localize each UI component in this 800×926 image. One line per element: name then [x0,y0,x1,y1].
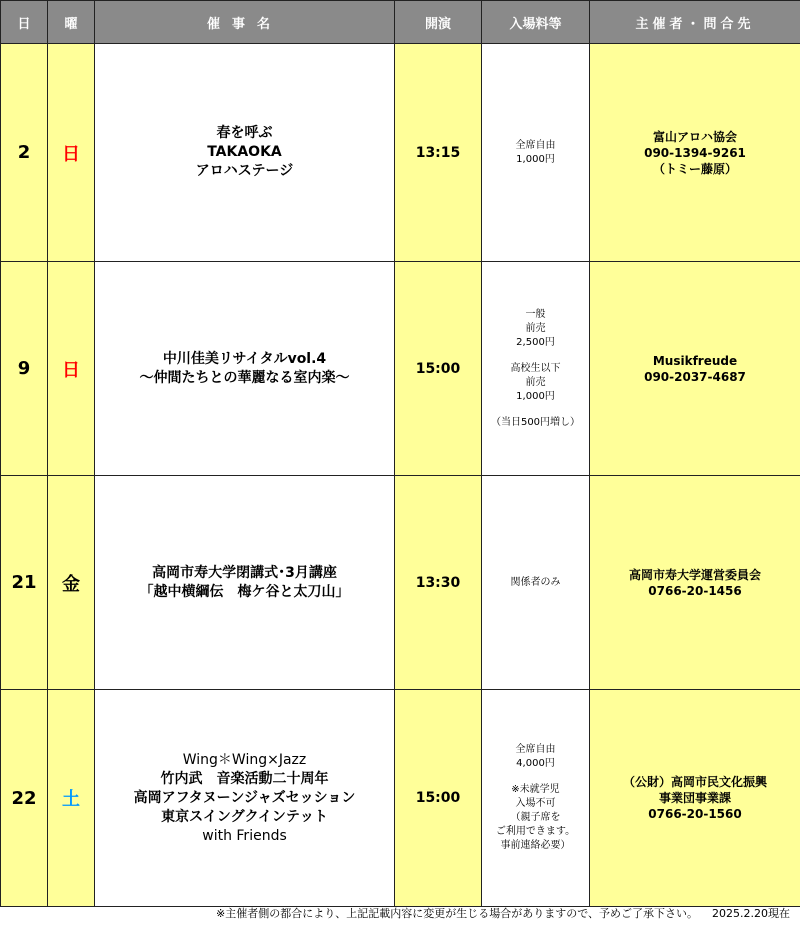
start-time-cell: 15:00 [395,690,482,907]
fee-line: 一般 [525,308,546,320]
event-title-cell [95,476,395,690]
organizer-line: 事業団事業課 [658,791,731,805]
weekday-cell: 金 [48,476,95,690]
weekday-cell: 日 [48,44,95,262]
fee-line: 全席自由 [515,744,556,755]
fee-line: 1,000円 [516,153,555,165]
fee-cell [482,476,590,690]
title-line: 春を呼ぶ [216,125,273,141]
organizer-cell [590,690,800,907]
event-title-cell [95,262,395,476]
header-weekday: 曜 [48,1,95,44]
fee-line: 前売 [525,376,546,388]
title-line: 中川佳美リサイタルvol.4 [162,350,327,367]
start-time-cell: 13:30 [395,476,482,690]
day-cell: 22 [1,690,48,907]
fee-line: 事前連絡必要） [500,840,571,851]
fee-cell [482,44,590,262]
title-line: 高岡アフタヌーンジャズセッション [133,789,356,806]
fee-line: （親子席を [510,812,561,823]
footer-note [0,905,790,921]
title-line: with Friends [202,827,287,844]
organizer-line: （公財）高岡市民文化振興 [622,775,767,789]
fee-line: ※未就学児 [511,784,560,795]
fee-line: 4,000円 [516,758,555,769]
fee-line: 全席自由 [515,139,556,151]
organizer-cell [590,476,800,690]
as-of-date: 2025.2.20現在 [712,907,790,920]
fee-line: 1,000円 [516,390,555,402]
fee-line: 入場不可 [515,798,556,809]
start-time-cell: 15:00 [395,262,482,476]
organizer-line: （トミー藤原） [652,161,737,176]
header-start: 開演 [395,1,482,44]
title-line: TAKAOKA [207,144,282,160]
title-line: Wing＊Wing×Jazz [182,751,307,768]
disclaimer-text: ※主催者側の都合により、上記記載内容に変更が生じる場合がありますので、予めご了承下さい。 [216,907,699,920]
organizer-line: Musikfreude [652,353,738,368]
fee-cell [482,262,590,476]
fee-line: 2,500円 [516,336,555,348]
day-cell: 21 [1,476,48,690]
fee-cell [482,690,590,907]
day-cell: 2 [1,44,48,262]
event-title-cell [95,690,395,907]
title-line: アロハステージ [195,163,294,179]
organizer-line: 090-1394-9261 [644,145,746,160]
start-time-cell: 13:15 [395,44,482,262]
weekday-cell: 土 [48,690,95,907]
header-event: 催事名 [95,1,395,44]
organizer-line: 高岡市寿大学運営委員会 [628,567,761,582]
organizer-line: 0766-20-1456 [648,583,742,598]
table-row [1,690,800,907]
table-row [1,476,800,690]
header-organizer: 主催者・問合先 [590,1,800,44]
organizer-cell [590,44,800,262]
header-day: 日 [1,1,48,44]
organizer-line: 0766-20-1560 [648,807,742,821]
fee-line: 前売 [525,322,546,334]
fee-line: 関係者のみ [510,576,561,588]
title-line: 高岡市寿大学閉講式･3月講座 [152,564,337,581]
fee-line: ご利用できます。 [495,826,576,837]
table-row [1,44,800,262]
weekday-cell: 日 [48,262,95,476]
title-line: 竹内武 音楽活動二十周年 [160,770,329,787]
title-line: ～仲間たちとの華麗なる室内楽～ [139,369,350,386]
organizer-line: 富山アロハ協会 [652,129,737,144]
table-row [1,262,800,476]
event-title-cell [95,44,395,262]
fee-line: （当日500円増し） [490,416,581,428]
fee-line: 高校生以下 [510,362,561,374]
title-line: 東京スイングクインテット [161,808,328,825]
organizer-line: 090-2037-4687 [644,369,746,384]
title-line: 「越中横綱伝 梅ケ谷と太刀山」 [139,583,350,600]
header-fee: 入場料等 [482,1,590,44]
organizer-cell [590,262,800,476]
day-cell: 9 [1,262,48,476]
header-row [1,1,800,44]
